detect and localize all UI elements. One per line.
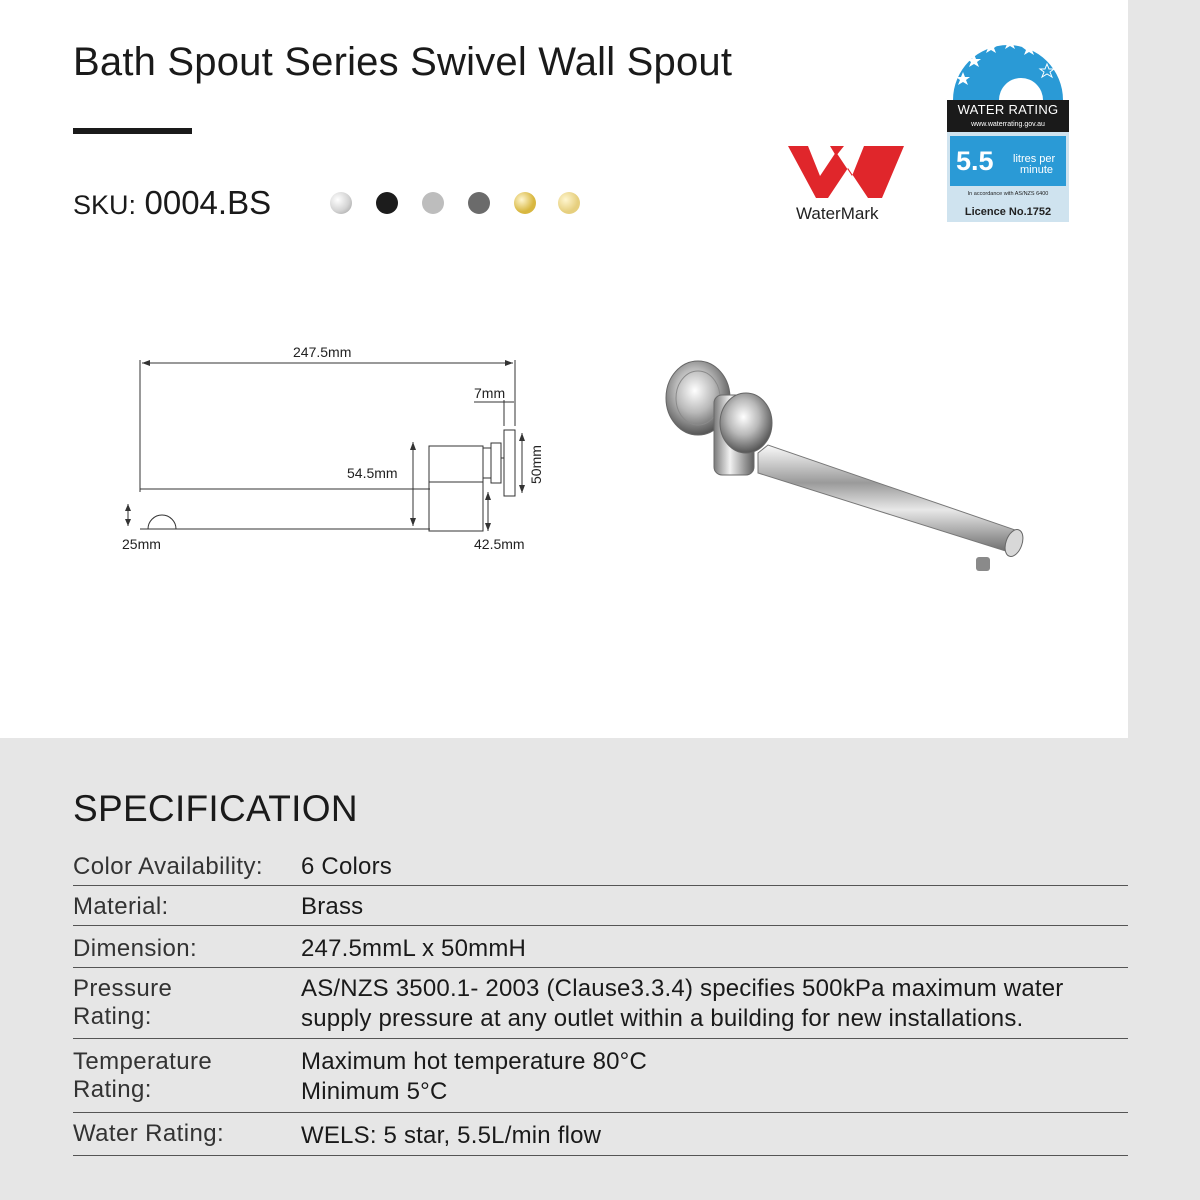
spec-row-material: [73, 886, 1128, 926]
spec-label: Water Rating:: [73, 1120, 225, 1147]
swatch-gunmetal[interactable]: [468, 192, 490, 214]
title-underline: [73, 128, 192, 134]
swatch-champagne-gold[interactable]: [558, 192, 580, 214]
product-image: [650, 345, 1040, 595]
dimension-body-depth: 42.5mm: [474, 536, 525, 552]
spec-row-temperature: [73, 1039, 1128, 1113]
specification-section: [0, 738, 1200, 1200]
water-rating-title: WATER RATING: [947, 100, 1069, 120]
swatch-brushed-gold[interactable]: [514, 192, 536, 214]
spec-value: Brass: [301, 893, 364, 920]
spec-value: WELS: 5 star, 5.5L/min flow: [301, 1122, 602, 1149]
spec-row-pressure: [73, 968, 1128, 1039]
spec-value: 6 Colors: [301, 853, 392, 880]
spec-row-dimension: [73, 926, 1128, 968]
spec-value-line-2: supply pressure at any outlet within a building for new installations.: [301, 1005, 1024, 1032]
sku: [73, 184, 271, 222]
water-rating-licence: Licence No.1752: [964, 206, 1052, 218]
water-rating-url: www.waterrating.gov.au: [947, 120, 1069, 132]
spec-label-line-2: Rating:: [73, 1076, 152, 1103]
dimension-length: 247.5mm: [293, 344, 352, 360]
page-edge-strip: [1128, 0, 1200, 738]
spec-row-color: [73, 850, 1128, 886]
swatch-matte-black[interactable]: [376, 192, 398, 214]
spec-label: Material:: [73, 893, 169, 920]
dimension-flange-thickness: 7mm: [474, 385, 506, 401]
water-rating-accordance: In accordance with AS/NZS 6400: [967, 191, 1049, 197]
spec-row-water-rating: [73, 1113, 1128, 1156]
spec-label: Pressure: [73, 975, 173, 1002]
spec-value-line-2: Minimum 5°C: [301, 1078, 448, 1105]
spec-label: Temperature: [73, 1048, 213, 1075]
specification-title: SPECIFICATION: [73, 788, 358, 829]
water-rating-label: [947, 20, 1069, 222]
watermark-label: WaterMark: [796, 204, 879, 223]
spec-label: Color Availability:: [73, 853, 263, 880]
swatch-chrome[interactable]: [330, 192, 352, 214]
page-title: Bath Spout Series Swivel Wall Spout: [73, 40, 733, 84]
swatch-brushed-nickel[interactable]: [422, 192, 444, 214]
sku-value: 0004.BS: [144, 184, 272, 221]
spec-label: Dimension:: [73, 935, 198, 962]
water-rating-unit: litres per: [1013, 153, 1056, 165]
dimension-outlet: 25mm: [122, 536, 161, 552]
sku-label: SKU:: [73, 190, 137, 220]
water-rating-unit-2: minute: [1020, 164, 1054, 176]
dimension-spout-height: 54.5mm: [347, 465, 398, 481]
star-rating-icon: [947, 20, 1069, 100]
spec-value: Maximum hot temperature 80°C: [301, 1048, 647, 1075]
spec-value: 247.5mmL x 50mmH: [301, 935, 527, 962]
spec-value: AS/NZS 3500.1- 2003 (Clause3.3.4) specifies 500kPa maximum water: [301, 975, 1064, 1002]
dimension-flange-diameter: 50mm: [528, 445, 544, 484]
dimension-drawing: [110, 330, 570, 570]
water-rating-value: 5.5: [956, 146, 994, 176]
spec-label-line-2: Rating:: [73, 1003, 152, 1030]
